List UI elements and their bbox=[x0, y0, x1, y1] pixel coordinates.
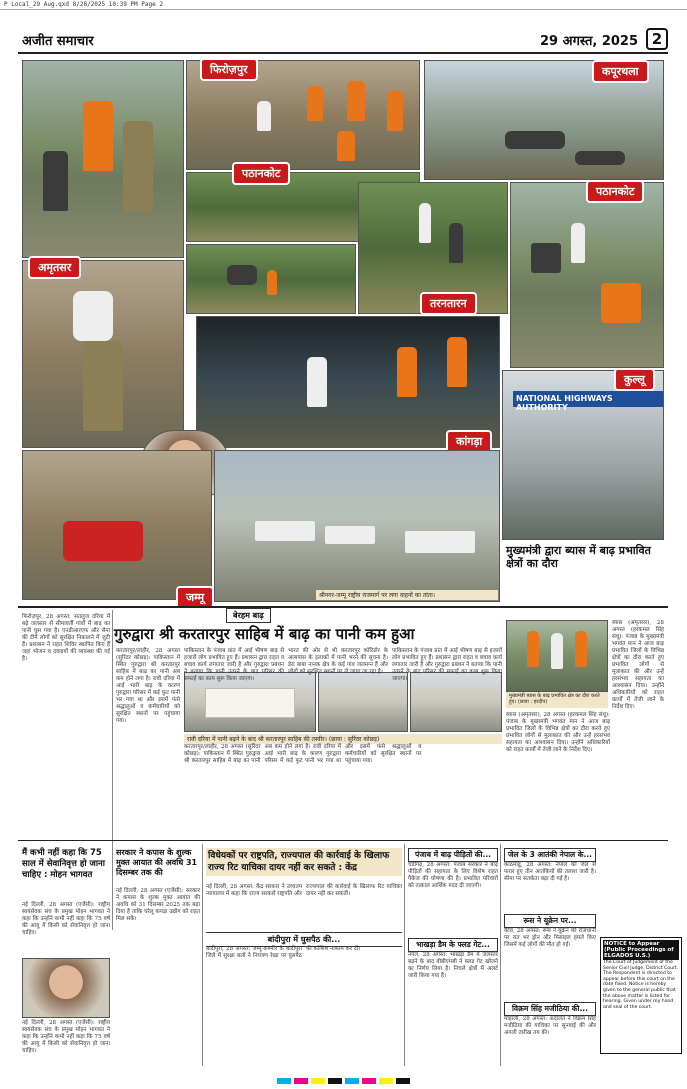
toll-sign: NATIONAL HIGHWAYS AUTHORITY bbox=[513, 391, 663, 407]
main-story-col3-cont: पाकिस्तान के पंजाब प्रांत में आई भीषण बाढ़ से हजारों लोग प्रभावित हुए हैं। प्रशासन द्वारा राहत व बचाव कार्य लगातार जारी है और गुरुद्वारा प्रबंधन ने बताया कि पानी उतरने के बाद परिसर की सफाई का काम शुरू किया जाएगा। bbox=[392, 648, 503, 682]
majithia-headline: विक्रम सिंह मजीठिया की... bbox=[504, 1002, 596, 1016]
paper-name: अजीत समाचार bbox=[22, 34, 94, 49]
label-pathankot-right: पठानकोट bbox=[586, 180, 644, 203]
notice-title: NOTICE to Appear (Public Proceedings of ELGADOS U.S.) bbox=[603, 940, 679, 960]
label-pathankot-center: पठानकोट bbox=[232, 162, 290, 185]
section-divider bbox=[18, 606, 668, 608]
photo-cattle-flood bbox=[186, 244, 356, 314]
main-story-col2: पाकिस्तान के पंजाब प्रांत में आई भीषण बाढ़ से हजारों लोग प्रभावित हुए हैं। प्रशासन द्वारा राहत व बचाव कार्य लगातार जारी है और गुरुद्वारा प्रबंधन ने बताया कि पानी उतरने के बाद परिसर की सफाई का काम शुरू किया जाएगा। bbox=[184, 648, 284, 682]
bhagwat-body: नई दिल्ली, 28 अगस्त (एजेंसी): राष्ट्रीय स्वयंसेवक संघ के प्रमुख मोहन भागवत ने कहा कि उन्होंने कभी नहीं कहा कि 75 वर्ष की आयु में किसी को सेवानिवृत्त हो जाना चाहिए। bbox=[22, 902, 110, 936]
photo-highway-trucks bbox=[214, 450, 500, 602]
page-number: 2 bbox=[646, 28, 668, 50]
photo-kangra-rescue bbox=[196, 316, 500, 448]
photo-cm-visit bbox=[506, 620, 608, 692]
bhakra-body: नंगल, 28 अगस्त: भाखड़ा डैम में जलस्तर बढ़ने के बाद बीबीएमबी ने फ्लड गेट खोलने का निर्णय लिया है। निचले क्षेत्रों में अलर्ट जारी किया गया है। bbox=[408, 952, 498, 979]
main-story-col3: भारत की ओर से भी करतारपुर कॉरिडोर के आसपास के इलाकों में पानी भरने की सूचना है। डेरा बाबा नानक क्षेत्र के कई गांव जलमग्न हैं और लोगों को सुरक्षित स्थानों पर ले जाया जा रहा है। bbox=[288, 648, 388, 675]
russia-headline: रूस ने यूक्रेन पर... bbox=[504, 914, 596, 928]
main-story-col1: करतारपुर/लाहौर, 28 अगस्त (सुरिंदर कोछड़): पाकिस्तान में स्थित गुरुद्वारा श्री करतारपुर साहिब में बाढ़ का पानी अब कम होने लगा है। रावी दरिया में आई भारी बाढ़ के कारण गुरुद्वारा परिसर में कई फुट पानी भर गया था और इसमें फंसे श्रद्धालुओं व कर्मचारियों को सुरक्षित स्थानों पर पहुंचाया गया। bbox=[116, 648, 180, 724]
nepal-body: काठमांडू, 28 अगस्त: नेपाल की जेल से फरार हुए तीन आतंकियों की तलाश जारी है। सीमा पर सतर्कता बढ़ा दी गई है। bbox=[504, 862, 596, 882]
nepal-headline: जेल के 3 आतंकी नेपाल के... bbox=[504, 848, 596, 862]
label-kapurthala: कपूरथला bbox=[592, 60, 649, 83]
bhakra-headline: भाखड़ा डैम के फ्लड गेट... bbox=[408, 938, 498, 952]
main-story-kicker: बेरहम बाढ़ bbox=[226, 608, 271, 623]
label-amritsar: अमृतसर bbox=[28, 256, 81, 279]
column-rule bbox=[112, 610, 113, 930]
writ-petition-headline: विधेयकों पर राष्ट्रपति, राज्यपाल की कार्रवाई के खिलाफ राज्य रिट याचिका दायर नहीं कर सकते : केंद्र bbox=[206, 848, 402, 876]
main-story-cont: करतारपुर/लाहौर, 28 अगस्त (सुरिंदर कोछड़): पाकिस्तान में स्थित गुरुद्वारा श्री करतारपुर साहिब में बाढ़ का पानी अब कम होने लगा है। रावी दरिया में आई भारी बाढ़ के कारण गुरुद्वारा परिसर में कई फुट पानी भर गया था और इसमें फंसे श्रद्धालुओं व कर्मचारियों को सुरक्षित स्थानों पर पहुंचाया गया। bbox=[184, 744, 422, 764]
photo-firozpur-rescue bbox=[22, 60, 184, 258]
cotton-headline: सरकार ने कपास के शुल्क मुक्त आयात की अवधि 31 दिसम्बर तक की bbox=[116, 848, 198, 877]
cm-story-headline: मुख्यमंत्री द्वारा ब्यास में बाढ़ प्रभावित क्षेत्रों का दौरा bbox=[506, 544, 651, 570]
page-header bbox=[18, 28, 668, 54]
punjab-victims-headline: पंजाब में बाढ़ पीड़ितों की... bbox=[408, 848, 498, 862]
lower-divider bbox=[18, 840, 668, 841]
cotton-body: नई दिल्ली, 28 अगस्त (एजेंसी): सरकार ने कपास के शुल्क मुक्त आयात की अवधि को 31 दिसम्बर 2025 तक बढ़ा दिया है ताकि घरेलू कपड़ा उद्योग को राहत मिल सके। bbox=[116, 888, 200, 922]
photo-jammu-damaged-car bbox=[22, 450, 212, 600]
label-tarntaran: तरनतारन bbox=[420, 292, 477, 315]
writ-petition-body: नई दिल्ली, 28 अगस्त: केंद्र सरकार ने उच्चतम न्यायालय में कहा कि राज्य सरकारें राष्ट्रपति और राज्यपाल की कार्रवाई के खिलाफ रिट याचिका दायर नहीं कर सकतीं। bbox=[206, 884, 402, 897]
bhagwat-body-cont: नई दिल्ली, 28 अगस्त (एजेंसी): राष्ट्रीय स्वयंसेवक संघ के प्रमुख मोहन भागवत ने कहा कि उन्होंने कभी नहीं कहा कि 75 वर्ष की आयु में किसी को सेवानिवृत्त हो जाना चाहिए। bbox=[22, 1020, 110, 1054]
label-jammu: जम्मू bbox=[176, 586, 214, 609]
photo-kartarpur-flood bbox=[410, 672, 502, 732]
russia-body: कीव, 28 अगस्त: रूस ने यूक्रेन की राजधानी पर रात भर ड्रोन और मिसाइल हमले किए जिसमें कई लोगों की मौत हो गई। bbox=[504, 928, 596, 948]
color-registration-bar bbox=[0, 1072, 687, 1089]
column-rule-2 bbox=[202, 844, 203, 1066]
bhagwat-headline: मैं कभी नहीं कहा कि 75 साल में सेवानिवृत्त हो जाना चाहिए : मोहन भागवत bbox=[22, 848, 105, 880]
highway-caption: श्रीनगर-जम्मू राष्ट्रीय राजमार्ग पर लगा वाहनों का तांता। bbox=[316, 590, 498, 600]
main-photo-caption: रावी दरिया में पानी बढ़ने के बाद श्री करतारपुर साहिब की तस्वीर। (छाया : सुरिंदर कोछड़) bbox=[184, 734, 502, 744]
page-date: 29 अगस्त, 2025 bbox=[540, 34, 638, 49]
cm-photo-caption: मुख्यमंत्री ब्यास के बाढ़ प्रभावित क्षेत्र का दौरा करते हुए। (छाया : हरदीप) bbox=[506, 692, 608, 708]
photo-amritsar-evacuation bbox=[22, 260, 184, 448]
cm-story-body: ब्यास (अमृतसर), 28 अगस्त (हरकमल सिंह संधू): पंजाब के मुख्यमंत्री भगवंत मान ने आज बाढ़ प्रभावित जिलों के विभिन्न क्षेत्रों का दौरा करते हुए प्रभावित लोगों से मुलाकात की और उन्हें हरसंभव सहायता का आश्वासन दिया। उन्होंने अधिकारियों को राहत कार्यों में तेजी लाने के निर्देश दिए। bbox=[506, 712, 610, 753]
photo-mohan-bhagwat bbox=[22, 958, 110, 1018]
label-kangra: कांगड़ा bbox=[446, 430, 492, 453]
photo-pathankot-tractor bbox=[510, 182, 664, 368]
bandipora-body: बांदीपुरा, 28 अगस्त: जम्मू-कश्मीर के बांदीपुरा जिले में सुरक्षा बलों ने नियंत्रण रेखा पर घुसपैठ की कोशिश नाकाम कर दी। bbox=[206, 946, 361, 959]
file-info-strip: P Local_29 Aug.qxd 8/28/2025 10:39 PM Page 2 bbox=[0, 0, 687, 10]
public-notice bbox=[600, 937, 682, 1054]
label-firozpur: फिरोज़पुर bbox=[200, 58, 258, 81]
label-kullu: कुल्लू bbox=[614, 368, 655, 391]
column-rule-3 bbox=[404, 844, 405, 1066]
left-top-body: फिरोज़पुर, 28 अगस्त: सतलुज दरिया में बढ़े जलस्तर से सीमावर्ती गांवों में बाढ़ का पानी घुस गया है। एनडीआरएफ और सेना की टीमें लोगों को सुरक्षित निकालने में जुटी हैं। प्रशासन ने राहत शिविर स्थापित किए हैं जहां भोजन व दवाइयों की व्यवस्था की गई है। bbox=[22, 614, 110, 662]
notice-body: The Court of Judgement of the Senior Civil Judge, District Court. The Respondent is directed to appear before this court on the date fixed. Notice is hereby given to the general public that the above matter is listed for hearing. Given under my hand and seal of the court. bbox=[603, 960, 679, 1010]
cm-story-body-right: ब्यास (अमृतसर), 28 अगस्त (हरकमल सिंह संधू): पंजाब के मुख्यमंत्री भगवंत मान ने आज बाढ़ प्रभावित जिलों के विभिन्न क्षेत्रों का दौरा करते हुए प्रभावित लोगों से मुलाकात की और उन्हें हरसंभव सहायता का आश्वासन दिया। उन्होंने अधिकारियों को राहत कार्यों में तेजी लाने के निर्देश दिए। bbox=[612, 620, 664, 710]
bandipora-headline: बांदीपुरा में घुसपैठ की... bbox=[206, 932, 402, 947]
column-rule-4 bbox=[500, 844, 501, 1066]
majithia-body: मोहाली, 28 अगस्त: अदालत ने विक्रम सिंह मजीठिया की याचिका पर सुनवाई की और अगली तारीख तय की। bbox=[504, 1016, 596, 1036]
main-story-headline: गुरुद्वारा श्री करतारपुर साहिब में बाढ़ का पानी कम हुआ bbox=[114, 625, 415, 643]
photo-kullu-toll-plaza bbox=[502, 370, 664, 540]
punjab-victims-body: चंडीगढ़, 28 अगस्त: पंजाब सरकार ने बाढ़ पीड़ितों की सहायता के लिए विशेष राहत पैकेज की घोषणा की है। प्रभावित परिवारों को तत्काल आर्थिक मदद दी जाएगी। bbox=[408, 862, 498, 889]
